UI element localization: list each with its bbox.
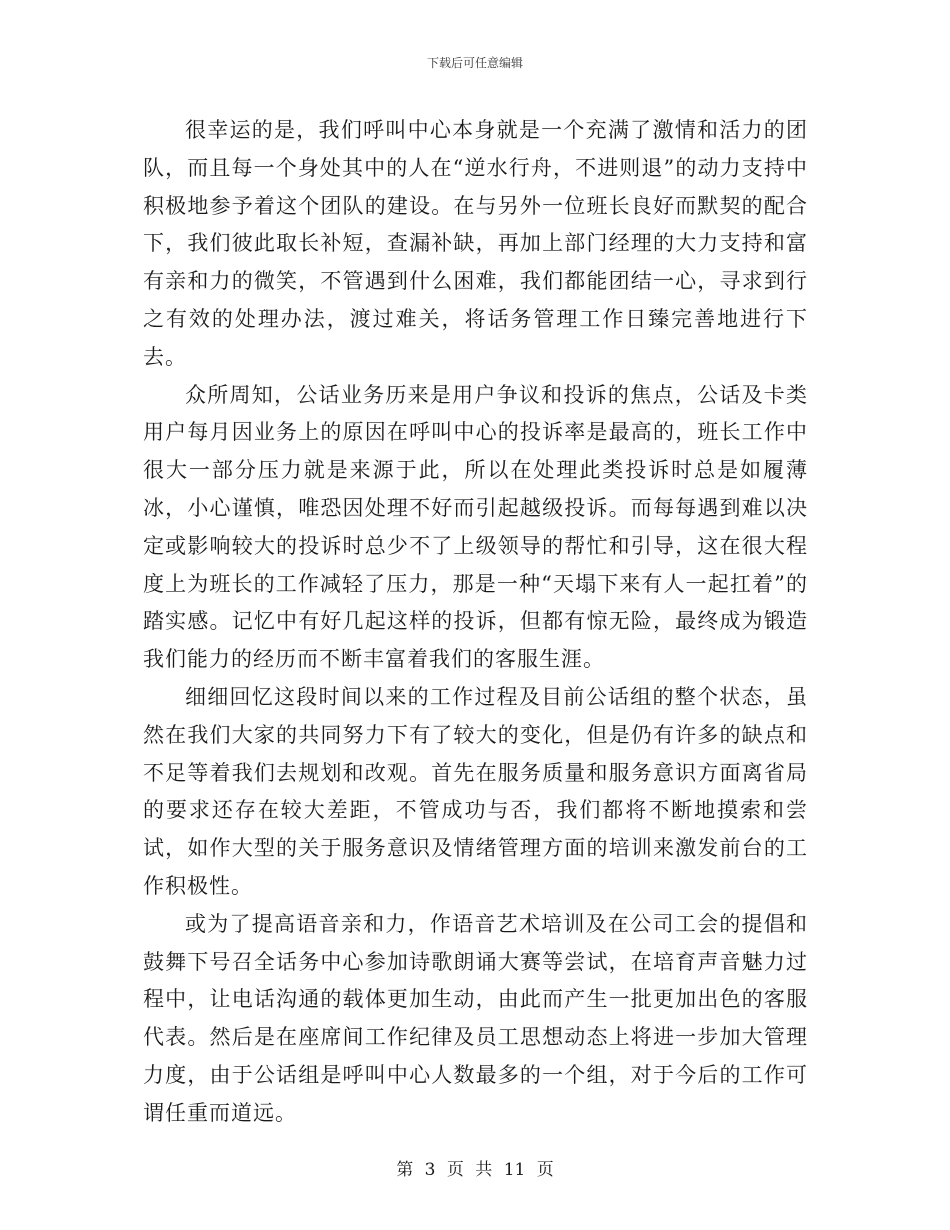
paragraph: 很幸运的是，我们呼叫中心本身就是一个充满了激情和活力的团队，而且每一个身处其中的人在“逆水行舟，不进则退”的动力支持中积极地参予着这个团队的建设。在与另外一位班长良好而默契的配合下，我们彼此取长补短，查漏补缺，再加上部门经理的大力支持和富有亲和力的微笑，不管遇到什么困难，我们都能团结一心，寻求到行之有效的处理办法，渡过难关，将话务管理工作日臻完善地进行下去。 [143, 118, 808, 369]
page-number: 第 3 页 共 11 页 [396, 1160, 554, 1180]
page-header: 下载后可任意编辑 [426, 56, 523, 70]
paragraph: 或为了提高语音亲和力，作语音艺术培训及在公司工会的提倡和鼓舞下号召全话务中心参加诗歌朗诵大赛等尝试，在培育声音魅力过程中，让电话沟通的载体更加生动，由此而产生一批更加出色的客服代表。然后是在座席间工作纪律及员工思想动态上将进一步加大管理力度，由于公话组是呼叫中心人数最多的一个组，对于今后的工作可谓任重而道远。 [143, 911, 808, 1125]
document-body [143, 112, 808, 1133]
paragraph: 细细回忆这段时间以来的工作过程及目前公话组的整个状态，虽然在我们大家的共同努力下有了较大的变化，但是仍有许多的缺点和不足等着我们去规划和改观。首先在服务质量和服务意识方面离省局的要求还存在较大差距，不管成功与否，我们都将不断地摸索和尝试，如作大型的关于服务意识及情绪管理方面的培训来激发前台的工作积极性。 [143, 684, 808, 898]
paragraph: 众所周知，公话业务历来是用户争议和投诉的焦点，公话及卡类用户每月因业务上的原因在呼叫中心的投诉率是最高的，班长工作中很大一部分压力就是来源于此，所以在处理此类投诉时总是如履薄冰，小心谨慎，唯恐因处理不好而引起越级投诉。而每每遇到难以决定或影响较大的投诉时总少不了上级领导的帮忙和引导，这在很大程度上为班长的工作减轻了压力，那是一种“天塌下来有人一起扛着”的踏实感。记忆中有好几起这样的投诉，但都有惊无险，最终成为锻造我们能力的经历而不断丰富着我们的客服生涯。 [143, 382, 808, 672]
